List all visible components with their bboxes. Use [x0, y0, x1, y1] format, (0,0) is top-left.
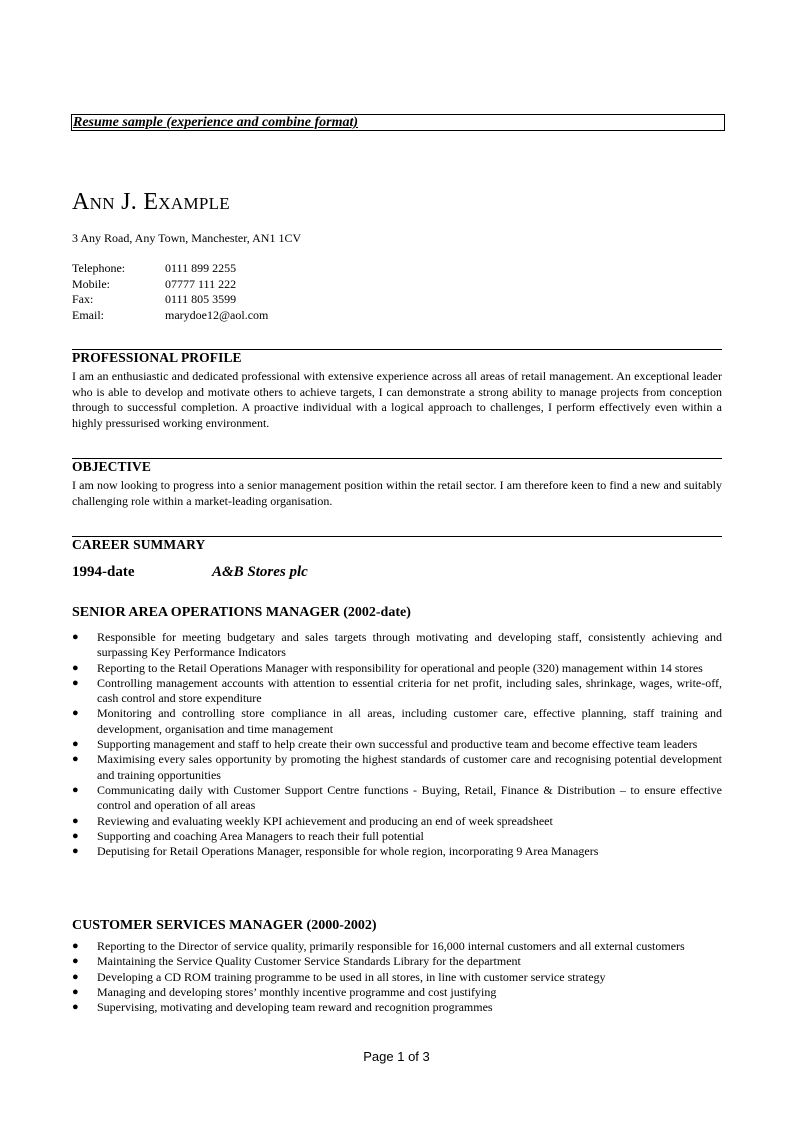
bullet-text: Maintaining the Service Quality Customer Service Standards Library for the department [97, 954, 521, 969]
profile-heading: PROFESSIONAL PROFILE [72, 350, 242, 365]
bullet-text: Supervising, motivating and developing team reward and recognition programmes [97, 1000, 493, 1015]
bullet-item [72, 752, 722, 783]
bullet-icon: ● [72, 814, 79, 827]
contact-value: 0111 899 2255 [165, 261, 237, 275]
contact-label: Telephone: [72, 261, 126, 275]
document-title-box [71, 114, 725, 131]
bullet-item [72, 783, 722, 814]
bullet-icon: ● [72, 970, 79, 983]
bullet-icon: ● [72, 738, 79, 751]
bullet-text: Reviewing and evaluating weekly KPI achievement and producing an end of week spreadsheet [97, 813, 553, 828]
bullet-text: Reporting to the Retail Operations Manager with responsibility for operational and people (320) management within 14 stores [97, 660, 703, 675]
bullet-icon: ● [72, 940, 79, 952]
contact-label: Mobile: [72, 276, 110, 291]
bullet-item [72, 970, 722, 985]
bullet-item [72, 630, 722, 661]
bullet-text: Supporting and coaching Area Managers to reach their full potential [97, 828, 424, 843]
bullet-text: Developing a CD ROM training programme to be used in all stores, in line with customer service strategy [97, 969, 606, 984]
employer-line [72, 563, 308, 581]
bullet-icon: ● [72, 631, 79, 643]
contact-row-mobile [72, 277, 268, 293]
contact-row-email [72, 308, 268, 324]
bullet-icon: ● [72, 955, 79, 968]
bullet-icon: ● [72, 1001, 79, 1014]
bullet-item [72, 737, 722, 752]
bullet-item [72, 676, 722, 707]
contact-label: Fax: [72, 292, 94, 306]
bullet-item [72, 844, 722, 859]
bullet-item [72, 829, 722, 844]
objective-heading: OBJECTIVE [72, 459, 151, 474]
contact-value: marydoe12@aol.com [165, 307, 269, 322]
contact-details [72, 261, 268, 323]
bullet-item [72, 954, 722, 969]
bullet-text: Maximising every sales opportunity by promoting the highest standards of customer care and recognising potential development and training opportunities [97, 752, 722, 782]
bullet-item [72, 814, 722, 829]
contact-value: 07777 111 222 [165, 276, 237, 291]
page-number: Page 1 of 3 [363, 1049, 430, 1064]
bullet-icon: ● [72, 707, 79, 720]
section-divider [72, 458, 722, 459]
job-title-customer-services: CUSTOMER SERVICES MANAGER (2000-2002) [72, 918, 377, 933]
document-title: Resume sample (experience and combine format) [73, 115, 359, 130]
job2-responsibilities [72, 939, 722, 1015]
career-heading: CAREER SUMMARY [72, 537, 206, 552]
bullet-item [72, 939, 722, 954]
bullet-text: Responsible for meeting budgetary and sales targets through motivating and developing staff, consistently achieving and surpassing Key Performance Indicators [97, 630, 722, 660]
bullet-text: Supporting management and staff to help create their own successful and productive team and become effective team leaders [97, 737, 698, 752]
bullet-text: Reporting to the Director of service quality, primarily responsible for 16,000 internal customers and all external customers [97, 939, 685, 953]
address: 3 Any Road, Any Town, Manchester, AN1 1CV [72, 231, 302, 245]
bullet-icon: ● [72, 661, 79, 674]
bullet-text: Controlling management accounts with attention to essential criteria for net profit, including sales, shrinkage, wages, write-off, cash control and store expenditure [97, 675, 722, 706]
company-name: A&B Stores plc [212, 564, 308, 580]
bullet-icon: ● [72, 845, 79, 858]
bullet-text: Monitoring and controlling store compliance in all areas, including customer care, effective planning, staff training and development, organisation and time management [97, 706, 722, 736]
bullet-item [72, 1000, 722, 1015]
contact-value: 0111 805 3599 [165, 292, 237, 306]
bullet-item [72, 985, 722, 1000]
bullet-icon: ● [72, 985, 79, 998]
employment-period: 1994-date [72, 564, 135, 580]
bullet-text: Deputising for Retail Operations Manager, responsible for whole region, incorporating 9 Area Managers [97, 844, 599, 859]
bullet-text: Managing and developing stores’ monthly incentive programme and cost justifying [97, 984, 497, 999]
bullet-icon: ● [72, 753, 79, 766]
bullet-text: Communicating daily with Customer Support Centre functions - Buying, Retail, Finance & Distribution – to ensure effective control and operation of all areas [97, 782, 722, 813]
bullet-icon: ● [72, 783, 79, 796]
objective-text: I am now looking to progress into a senior management position within the retail sector. I am therefore keen to find a new and suitably challenging role within a market-leading organisation. [72, 478, 722, 508]
job1-responsibilities [72, 630, 722, 859]
bullet-item [72, 706, 722, 737]
bullet-item [72, 661, 722, 676]
contact-row-telephone [72, 261, 268, 277]
bullet-icon: ● [72, 829, 79, 842]
bullet-icon: ● [72, 676, 79, 689]
contact-label: Email: [72, 307, 104, 322]
candidate-name: Ann J. Example [72, 189, 230, 215]
job-title-senior-area-operations: SENIOR AREA OPERATIONS MANAGER (2002-date) [72, 605, 411, 620]
profile-text: I am an enthusiastic and dedicated professional with extensive experience across all areas of retail management. An exceptional leader who is able to develop and motivate others to achieve targets, I can demonstrate a strong ability to manage projects from conception through to successful completion. A proactive individual with a logical approach to challenges, I perform effectively even within a highly pressurised working environment. [72, 369, 722, 430]
contact-row-fax [72, 292, 268, 308]
